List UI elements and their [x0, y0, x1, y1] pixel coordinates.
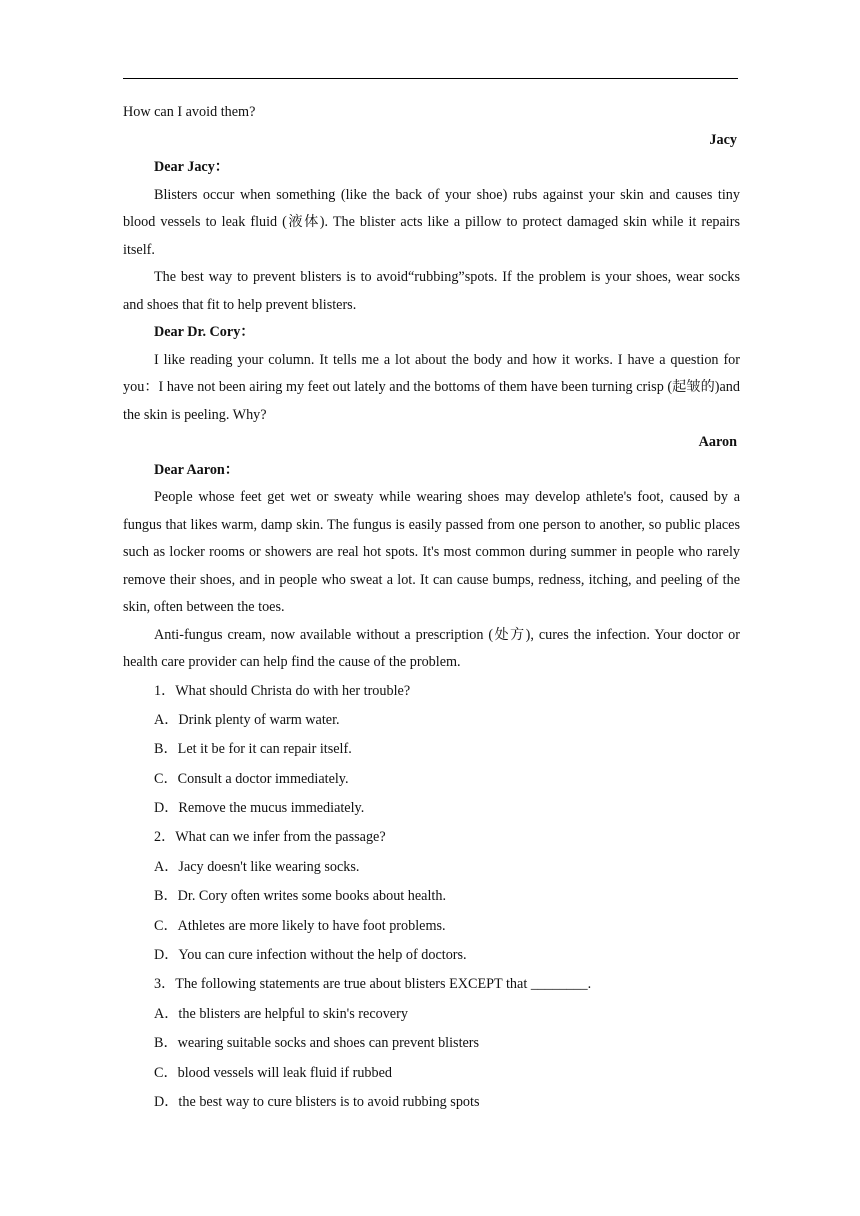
option-b: B．wearing suitable socks and shoes can prevent blisters — [154, 1035, 480, 1052]
question-stem: 1．What should Christa do with her trouble? — [154, 682, 411, 699]
option-a: A．Drink plenty of warm water. — [154, 711, 340, 728]
option-c: C．Consult a doctor immediately. — [154, 770, 349, 787]
question-2 — [123, 823, 740, 970]
greeting-dear-dr-cory: Dear Dr. Cory： — [154, 324, 255, 340]
intro-line: How can I avoid them? — [123, 104, 256, 120]
signature-jacy: Jacy — [709, 131, 737, 148]
option-c: C．Athletes are more likely to have foot problems. — [154, 917, 446, 934]
letter2-paragraph: I like reading your column. It tells me a lot about the body and how it works. I have a question for you：I have not been airing my feet out lately and the bottoms of them have been turning crisp (起皱的)and the skin is peeling. Why? — [123, 351, 740, 423]
option-a: A．the blisters are helpful to skin's recovery — [154, 1005, 408, 1022]
option-c: C．blood vessels will leak fluid if rubbed — [154, 1064, 393, 1081]
greeting-dear-jacy: Dear Jacy： — [154, 159, 229, 175]
option-a: A．Jacy doesn't like wearing socks. — [154, 858, 360, 875]
reply1-paragraph-2: The best way to prevent blisters is to avoid“rubbing”spots. If the problem is your shoes, wear socks and shoes that fit to help prevent blisters. — [123, 269, 740, 313]
question-stem: 3．The following statements are true about blisters EXCEPT that ________. — [154, 976, 592, 993]
greeting-dear-aaron: Dear Aaron： — [154, 461, 239, 478]
question-1 — [123, 677, 740, 824]
option-d: D．Remove the mucus immediately. — [154, 800, 365, 817]
reply2-paragraph-1: People whose feet get wet or sweaty while wearing shoes may develop athlete's foot, caused by a fungus that likes warm, damp skin. The fungus is easily passed from one person to another, so public places such as locker rooms or showers are real hot spots. It's most common during summer in people who rarely remove their shoes, and in people who sweat a lot. It can cause bumps, redness, itching, and peeling of the skin, often between the toes. — [123, 489, 740, 615]
header-rule — [123, 78, 738, 79]
reply2-paragraph-2: Anti-fungus cream, now available without a prescription (处方), cures the infection. Your doctor or health care provider can help find the cause of the problem. — [123, 626, 740, 670]
question-stem: 2．What can we infer from the passage? — [154, 829, 386, 846]
option-d: D．You can cure infection without the help of doctors. — [154, 947, 467, 964]
option-b: B．Dr. Cory often writes some books about health. — [154, 888, 446, 905]
question-3 — [123, 970, 740, 1117]
document-body — [123, 99, 740, 1117]
option-b: B．Let it be for it can repair itself. — [154, 741, 352, 758]
reply1-paragraph-1: Blisters occur when something (like the back of your shoe) rubs against your skin and causes tiny blood vessels to leak fluid (液体). The blister acts like a pillow to protect damaged skin while it repairs itself. — [123, 186, 740, 258]
option-d: D．the best way to cure blisters is to avoid rubbing spots — [154, 1093, 480, 1110]
signature-aaron: Aaron — [698, 434, 737, 450]
